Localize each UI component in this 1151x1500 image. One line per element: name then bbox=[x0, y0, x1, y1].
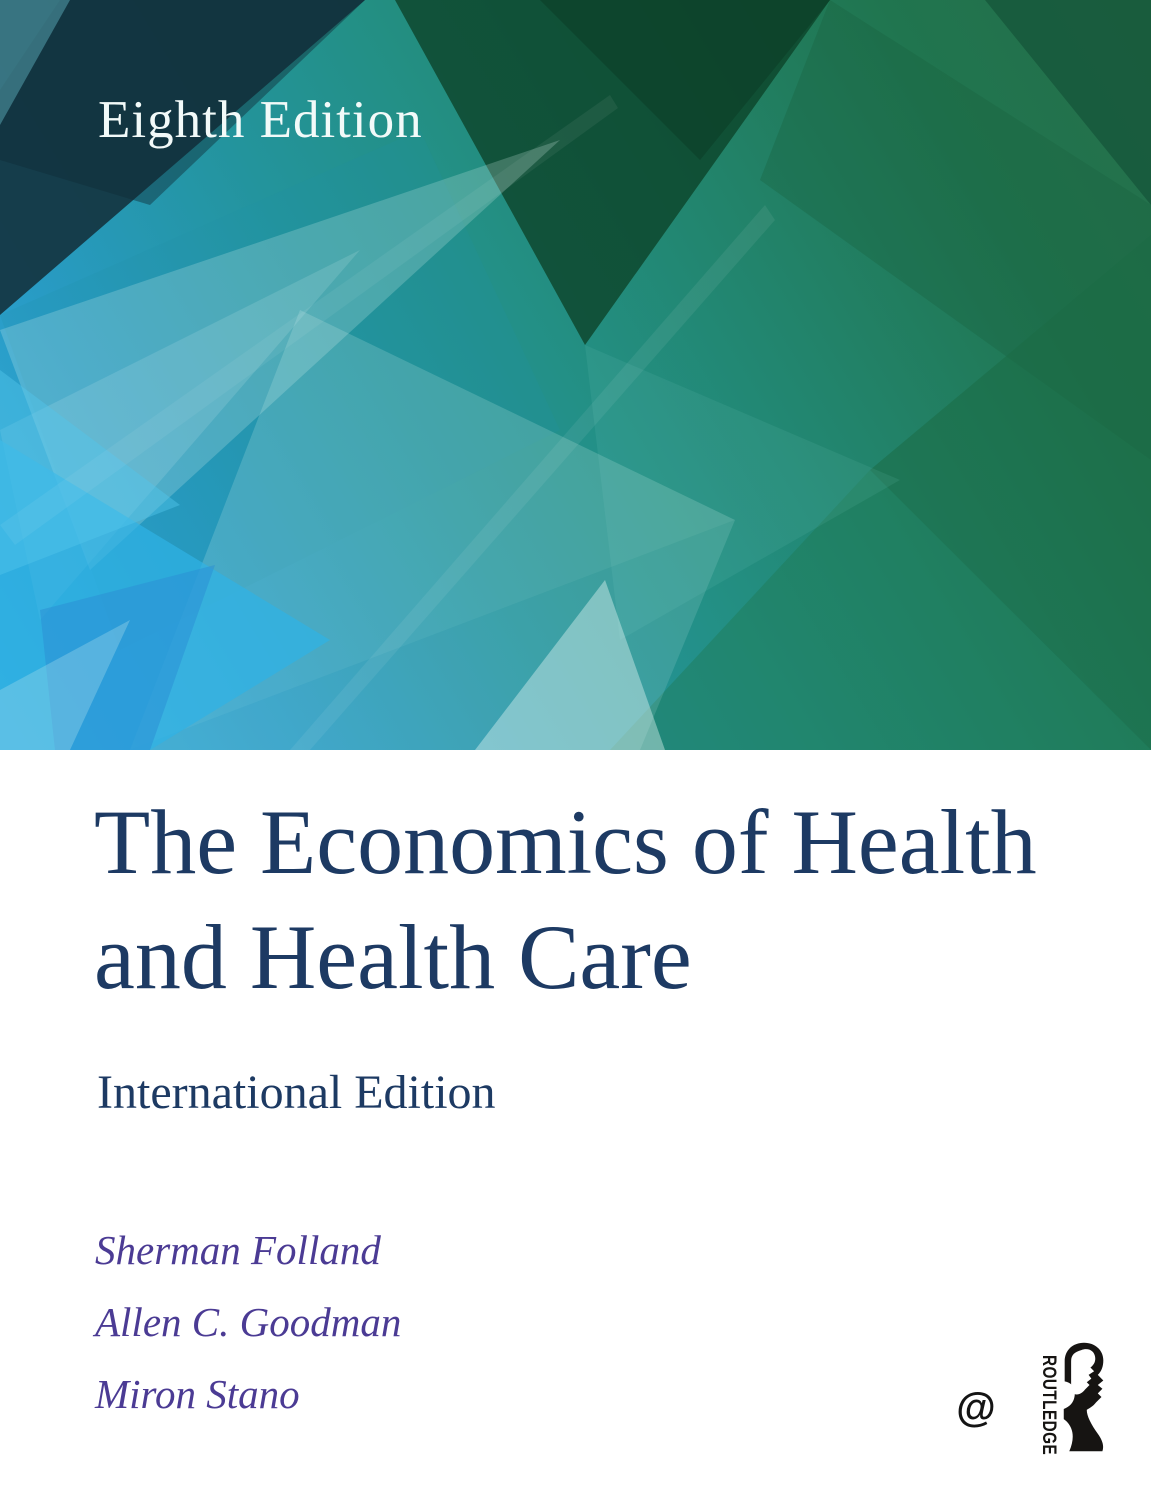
routledge-wordmark: ROUTLEDGE bbox=[1038, 1355, 1061, 1456]
author-list bbox=[95, 1227, 401, 1443]
book-title bbox=[94, 785, 1037, 1015]
companion-website-badge bbox=[932, 1364, 1020, 1452]
routledge-logo bbox=[1028, 1332, 1118, 1462]
author-name: Allen C. Goodman bbox=[95, 1299, 402, 1345]
author-name: Sherman Folland bbox=[95, 1227, 381, 1273]
title-line-1: The Economics of Health bbox=[94, 791, 1037, 893]
format-label: International Edition bbox=[97, 1066, 496, 1119]
author-name: Miron Stano bbox=[95, 1371, 300, 1417]
title-line-2: and Health Care bbox=[94, 906, 692, 1008]
routledge-r-mark-icon bbox=[1061, 1338, 1107, 1456]
edition-label: Eighth Edition bbox=[98, 91, 423, 149]
at-symbol-icon: @ bbox=[956, 1384, 996, 1431]
